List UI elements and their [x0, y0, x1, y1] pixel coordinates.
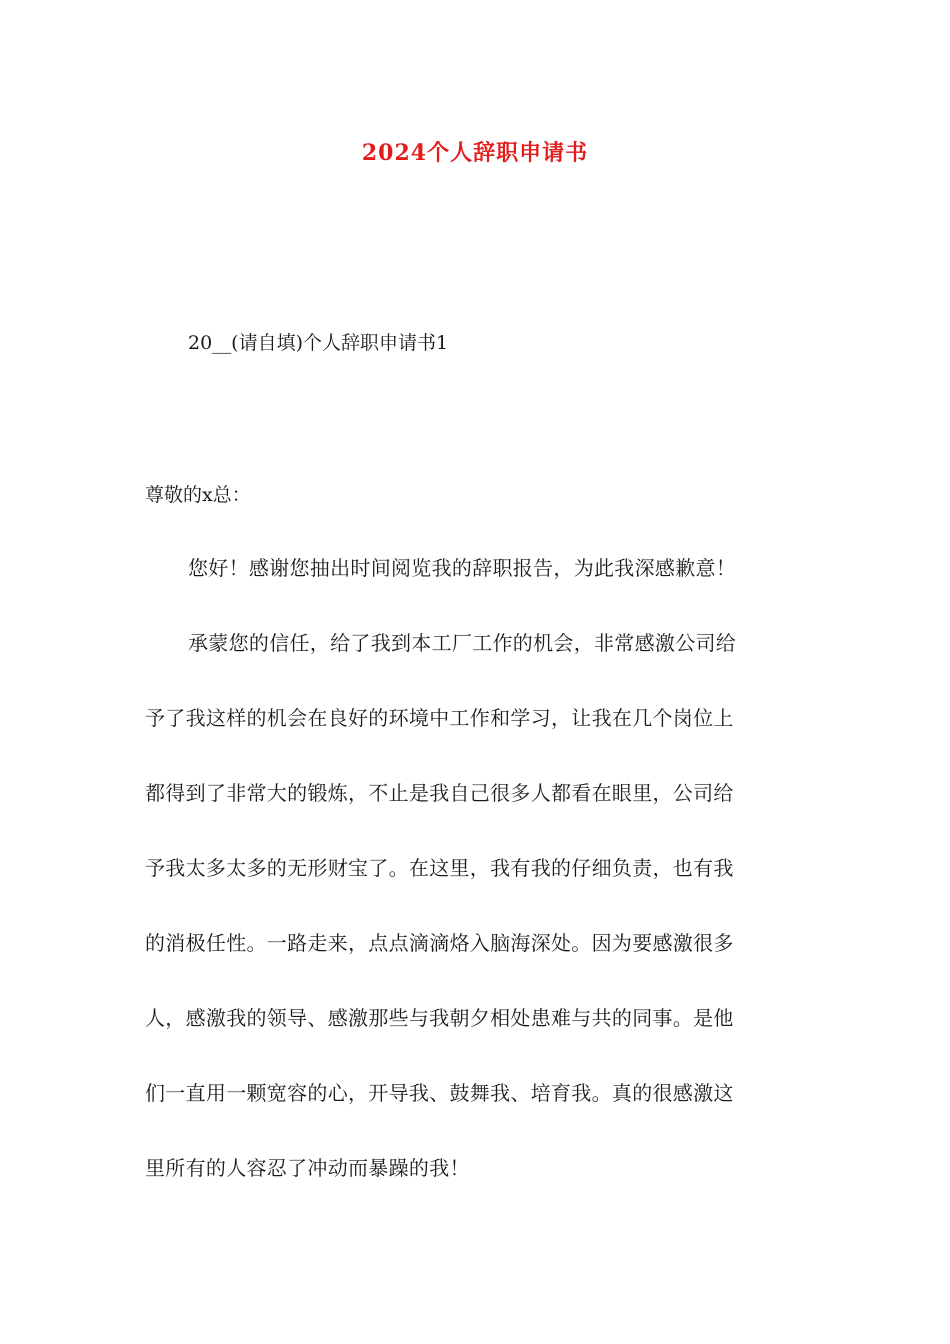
paragraph-2-line: 予了我这样的机会在良好的环境中工作和学习，让我在几个岗位上	[145, 706, 734, 730]
paragraph-2-line: 承蒙您的信任，给了我到本工厂工作的机会，非常感激公司给	[188, 631, 737, 655]
paragraph-2-line: 的消极任性。一路走来，点点滴滴烙入脑海深处。因为要感激很多	[145, 931, 734, 955]
paragraph-1: 您好！感谢您抽出时间阅览我的辞职报告，为此我深感歉意！	[188, 556, 737, 580]
paragraph-2-line: 予我太多太多的无形财宝了。在这里，我有我的仔细负责，也有我	[145, 856, 734, 880]
paragraph-2-line: 里所有的人容忍了冲动而暴躁的我！	[145, 1156, 470, 1180]
document-title: 2024个人辞职申请书	[361, 140, 589, 166]
paragraph-2-line: 人，感激我的领导、感激那些与我朝夕相处患难与共的同事。是他	[145, 1006, 734, 1030]
document-subtitle: 20__(请自填)个人辞职申请书1	[188, 332, 449, 354]
paragraph-2-line: 们一直用一颗宽容的心，开导我、鼓舞我、培育我。真的很感激这	[145, 1081, 734, 1105]
paragraph-2-line: 都得到了非常大的锻炼，不止是我自己很多人都看在眼里，公司给	[145, 781, 734, 805]
salutation: 尊敬的x总：	[145, 484, 251, 506]
